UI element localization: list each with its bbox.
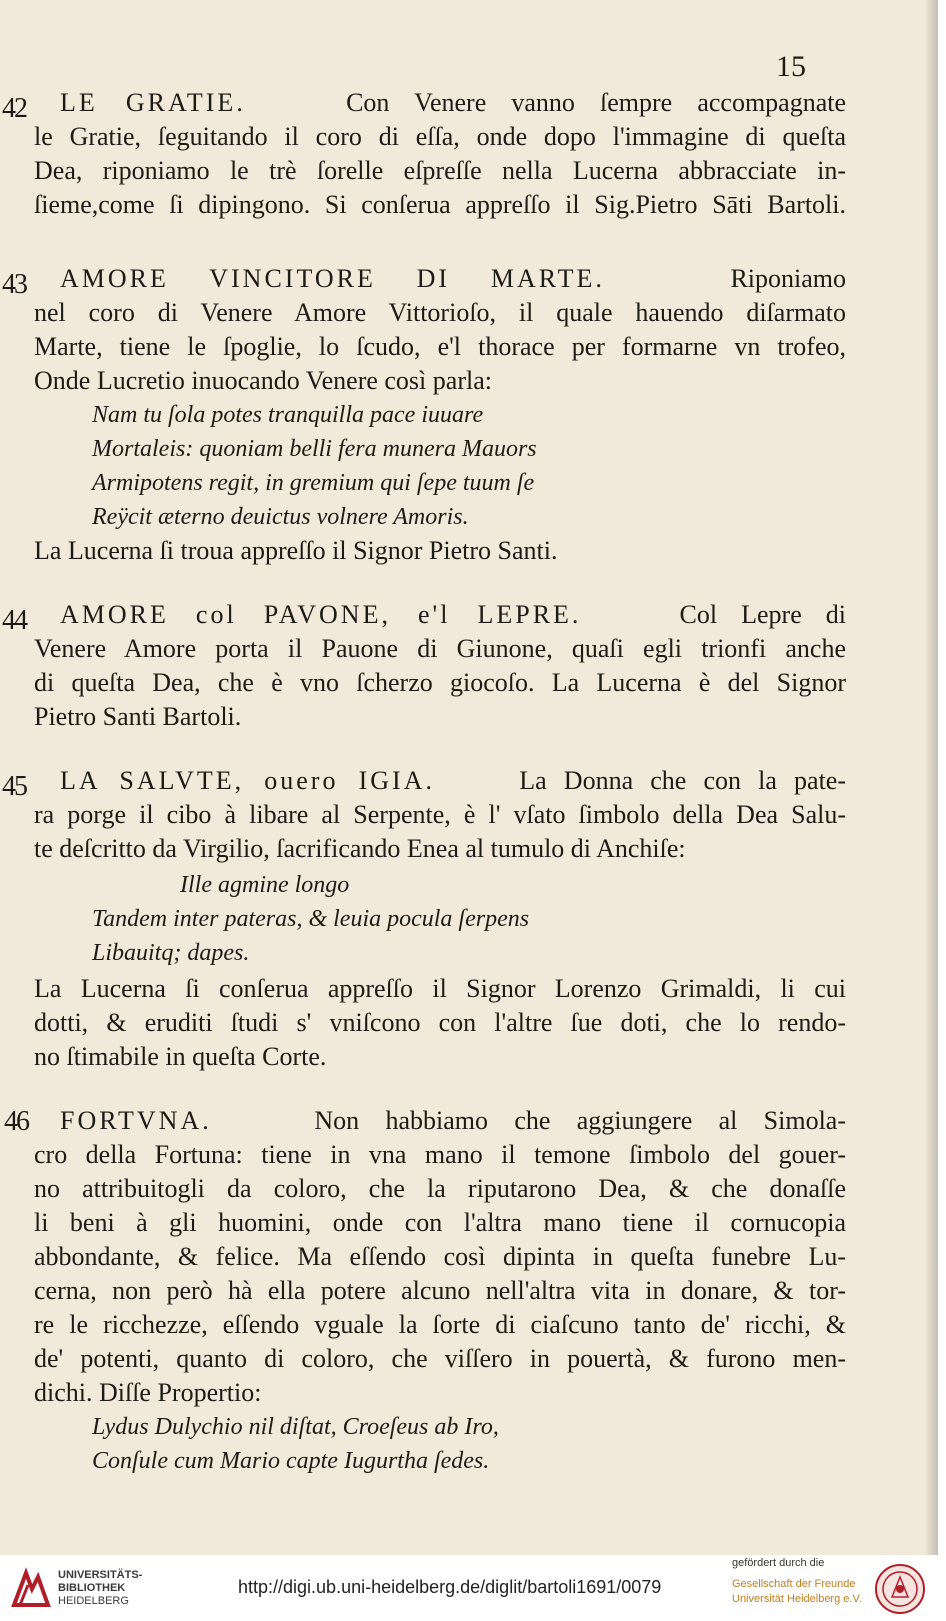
entry-text-line: Onde Lucretio inuocando Venere così parla: xyxy=(34,366,492,395)
entry-heading: FORTVNA. xyxy=(60,1106,212,1135)
verse-line: Reÿcit æterno deuictus volnere Amoris. xyxy=(92,504,469,530)
verse-line: Mortaleis: quoniam belli fera munera Mauors xyxy=(92,436,537,462)
society-name-line: Universität Heidelberg e.V. xyxy=(732,1593,862,1605)
entry-text-line: ſieme,come ſi dipingono. Si conſerua appreſſo il Sig.Pietro Sāti Bartoli. xyxy=(34,190,846,219)
library-name xyxy=(58,1569,142,1608)
entry-heading: AMORE col PAVONE, e'l LEPRE. xyxy=(60,600,582,629)
verse-line: Armipotens regit, in gremium qui ſepe tuum ſe xyxy=(92,470,535,496)
entry-text-line: ra porge il cibo à libare al Serpente, è l' vſato ſimbolo della Dea Salu- xyxy=(34,800,846,829)
entry-text-line: La Donna che con la pate- xyxy=(519,766,847,795)
entry-text-line: te deſcritto da Virgilio, ſacrificando Enea al tumulo di Anchiſe: xyxy=(34,834,686,863)
entry-heading: LE GRATIE. xyxy=(60,88,246,117)
entry-text-line: La Lucerna ſi conſerua appreſſo il Signor Lorenzo Grimaldi, li cui xyxy=(34,974,846,1003)
entry-heading: LA SALVTE, ouero IGIA. xyxy=(60,766,435,795)
verse-line: Tandem inter pateras, & leuia pocula ſerpens xyxy=(92,906,530,932)
entry-text-line: di queſta Dea, che è vno ſcherzo giocoſo. La Lucerna è del Signor xyxy=(34,668,846,697)
verse-line: Libauitq; dapes. xyxy=(92,940,250,966)
entry-text-line: nel coro di Venere Amore Vittorioſo, il quale hauendo diſarmato xyxy=(34,298,846,327)
entry-number: 44 xyxy=(2,605,26,636)
entry-text-line: Venere Amore porta il Pauone di Giunone, quaſi egli trionfi anche xyxy=(34,634,846,663)
entry-heading: AMORE VINCITORE DI MARTE. xyxy=(60,264,605,293)
entry-text-line: cerna, non però hà ella potere alcuno nell'altra vita in donare, & tor- xyxy=(34,1276,846,1305)
entry-text-line: Pietro Santi Bartoli. xyxy=(34,702,242,731)
entry-number: 42 xyxy=(2,93,26,124)
funded-by-label: gefördert durch die xyxy=(732,1557,825,1569)
entry-text-line: re le ricchezze, eſſendo vguale la ſorte di ciaſcuno tanto de' ricchi, & xyxy=(34,1310,846,1339)
footer-bar xyxy=(0,1555,946,1621)
verse-line: Ille agmine longo xyxy=(180,872,350,898)
entry-text-line: La Lucerna ſi troua appreſſo il Signor Pietro Santi. xyxy=(34,536,558,565)
verse-line: Lydus Dulychio nil diſtat, Croeſeus ab Iro, xyxy=(92,1414,499,1440)
entry-first-line xyxy=(60,86,846,120)
entry-text-line: no attribuitogli da coloro, che la riputarono Dea, & che donaſſe xyxy=(34,1174,846,1203)
entry-text-line: Non habbiamo che aggiungere al Simola- xyxy=(314,1106,846,1135)
entry-number: 46 xyxy=(4,1106,28,1137)
entry-first-line xyxy=(60,1104,846,1138)
entry-text-line: cro della Fortuna: tiene in vna mano il temone ſimbolo del gouer- xyxy=(34,1140,846,1169)
library-name-line: BIBLIOTHEK xyxy=(58,1582,126,1594)
entry-text-line: de' potenti, quanto di coloro, che viſſero in pouertà, & furono men- xyxy=(34,1344,846,1373)
entry-text-line: dichi. Diſſe Propertio: xyxy=(34,1378,262,1407)
library-logo-icon xyxy=(10,1567,52,1609)
verse-line: Nam tu ſola potes tranquilla pace iuuare xyxy=(92,402,484,428)
entry-first-line xyxy=(60,262,846,296)
entry-text-line: no ſtimabile in queſta Corte. xyxy=(34,1042,327,1071)
verse-line: Conſule cum Mario capte Iugurtha ſedes. xyxy=(92,1448,490,1474)
entry-text-line: abbondante, & felice. Ma eſſendo così dipinta in queſta funebre Lu- xyxy=(34,1242,846,1271)
entry-text-line: Con Venere vanno ſempre accompagnate xyxy=(346,88,847,117)
entry-first-line xyxy=(60,598,846,632)
society-name xyxy=(732,1577,862,1607)
source-url-link[interactable]: http://digi.ub.uni-heidelberg.de/diglit/bartoli1691/0079 xyxy=(238,1577,662,1597)
entry-number: 45 xyxy=(2,771,26,802)
society-name-line: Gesellschaft der Freunde xyxy=(732,1578,856,1590)
entry-text-line: Riponiamo xyxy=(730,264,847,293)
entry-text-line: Dea, riponiamo le trè ſorelle eſpreſſe nella Lucerna abbracciate in- xyxy=(34,156,846,185)
entry-text-line: Col Lepre di xyxy=(679,600,847,629)
library-name-line: HEIDELBERG xyxy=(58,1595,129,1607)
university-seal-icon xyxy=(870,1563,930,1615)
page-number: 15 xyxy=(776,50,806,83)
entry-number: 43 xyxy=(2,269,26,300)
entry-text-line: dotti, & eruditi ſtudi s' vniſcono con l'altre ſue doti, che lo rendo- xyxy=(34,1008,846,1037)
entry-text-line: le Gratie, ſeguitando il coro di eſſa, onde dopo l'immagine di queſta xyxy=(34,122,846,151)
entry-text-line: Marte, tiene le ſpoglie, lo ſcudo, e'l thorace per formarne vn trofeo, xyxy=(34,332,846,361)
entry-first-line xyxy=(60,764,846,798)
library-name-line: UNIVERSITÄTS- xyxy=(58,1569,143,1581)
entry-text-line: li beni à gli huomini, onde con l'altra mano tiene il cornucopia xyxy=(34,1208,846,1237)
